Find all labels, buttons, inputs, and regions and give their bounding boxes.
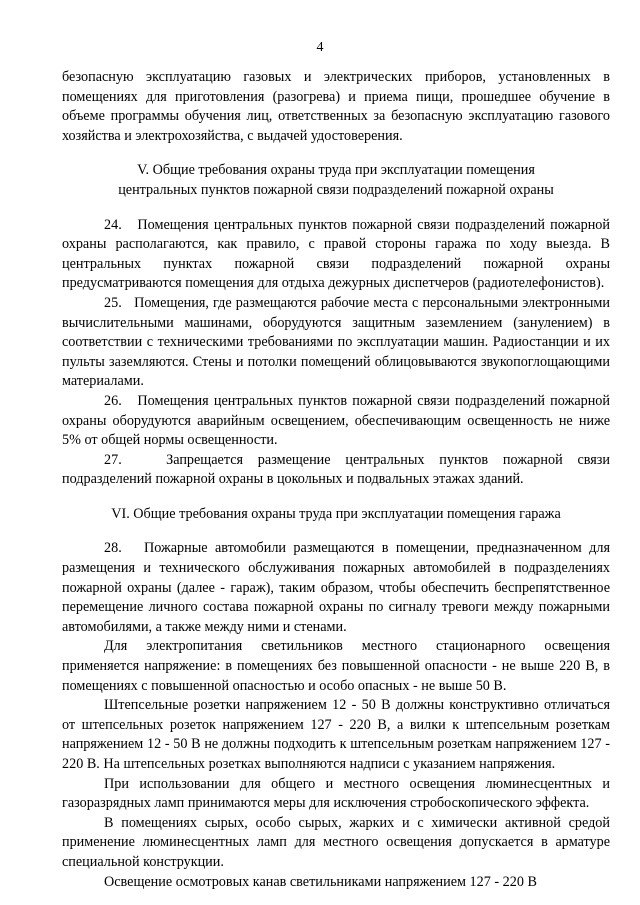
spacer [62,524,610,539]
paragraph-27: 27. Запрещается размещение центральных пунктов пожарной связи подразделений пожарной охраны в цокольных и подвальных этажах зданий. [62,451,610,488]
page-number: 4 [316,40,324,55]
paragraph-sockets: Штепсельные розетки напряжением 12 - 50 В должны конструктивно отличаться от штепсельных розеток напряжением 127 - 220 В, а вилки к штепсельным розеткам напряжением 12 - 50 В не должны подходить к штепсельным розеткам напряжением 127 - 220 В. На штепсельных розетках выполняются надписи с указанием напряжения. [62,697,610,772]
paragraph-26: 26. Помещения центральных пунктов пожарной связи подразделений пожарной охраны оборудуются аварийным освещением, обеспечивающим освещенность не ниже 5% от общей нормы освещенности. [62,392,610,449]
paragraph-28: 28. Пожарные автомобили размещаются в помещении, предназначенном для размещения и технического обслуживания пожарных автомобилей в подразделениях пожарной охраны (далее - гараж), таким образом, чтобы обеспечить беспрепятственное перемещение личного состава пожарной охраны по сигналу тревоги между пожарными автомобилями, а также между ними и стенами. [62,540,610,635]
document-body [62,68,610,892]
spacer [62,490,610,505]
paragraph-inspection-pits: Освещение осмотровых канав светильниками напряжением 127 - 220 В [104,873,537,890]
paragraph-lighting-voltage: Для электропитания светильников местного стационарного освещения применяется напряжение: в помещениях без повышенной опасности - не выше 220 В, в помещениях с повышенной опасностью и особо опасных - не выше 50 В. [62,638,610,694]
section-vi-heading: VI. Общие требования охраны труда при эксплуатации помещения гаража [111,505,561,522]
section-v-heading [62,161,610,200]
section-v-heading-line2: центральных пунктов пожарной связи подразделений пожарной охраны [118,181,554,198]
spacer [62,201,610,216]
spacer [62,146,610,161]
paragraph-damp-rooms: В помещениях сырых, особо сырых, жарких и с химически активной средой применение люминесцентных ламп для местного освещения допускается в арматуре специальной конструкции. [62,814,610,870]
paragraph-24: 24. Помещения центральных пунктов пожарной связи подразделений пожарной охраны располагаются, как правило, с правой стороны гаража по ходу выезда. В центральных пунктах пожарной связи подразделений пожарной охраны предусматриваются помещения для отдыха дежурных диспетчеров (радиотелефонистов). [62,216,610,292]
paragraph-25: 25. Помещения, где размещаются рабочие места с персональными электронными вычислительными машинами, оборудуются защитным заземлением (занулением) в соответствии с техническими требованиями по эксплуатации машин. Радиостанции и их пульты заземляются. Стены и потолки помещений облицовываются звукопоглощающими материалами. [62,294,610,390]
intro-paragraph: безопасную эксплуатацию газовых и электрических приборов, установленных в помещениях для приготовления (разогрева) и приема пищи, прошедшее обучение в объеме программы обучения лиц, ответственных за безопасную эксплуатацию газового хозяйства и электрохозяйства, с выдачей удостоверения. [62,69,610,144]
paragraph-fluorescent-lamps: При использовании для общего и местного освещения люминесцентных и газоразрядных ламп принимаются меры для исключения стробоскопического эффекта. [62,775,610,812]
section-v-heading-line1: V. Общие требования охраны труда при эксплуатации помещения [137,162,535,179]
